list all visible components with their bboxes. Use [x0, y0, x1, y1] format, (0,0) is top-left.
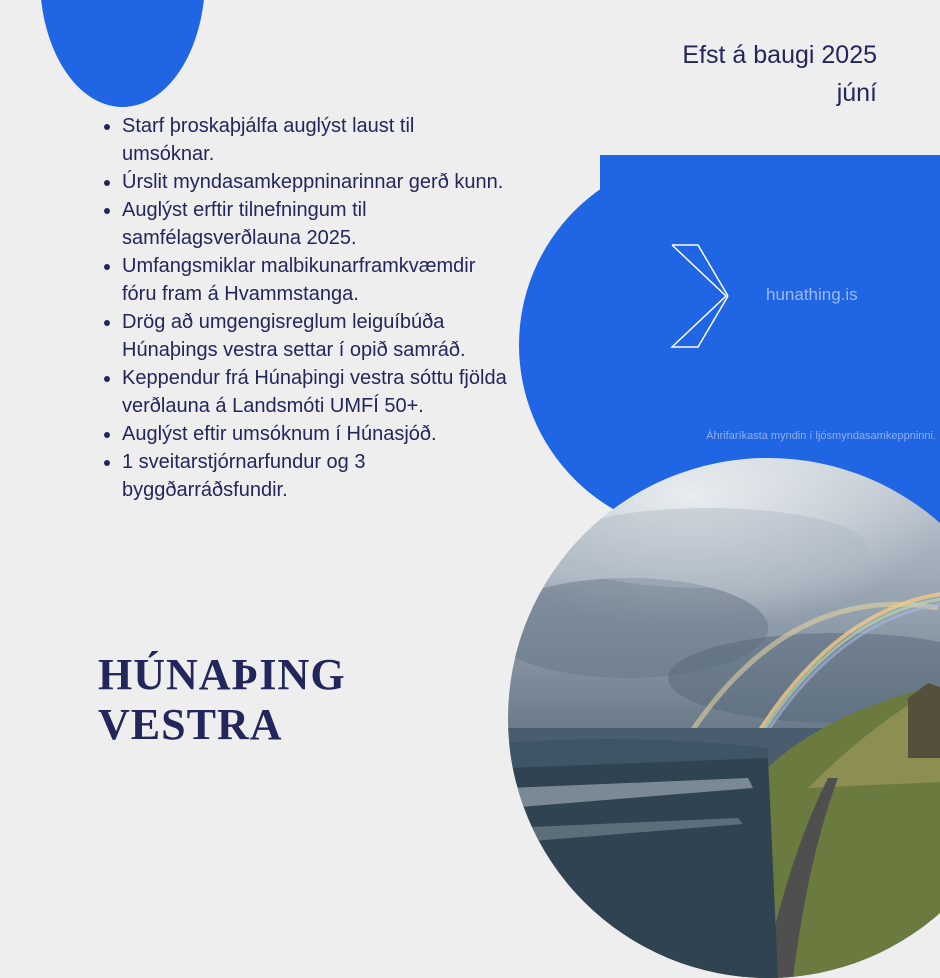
news-item: • 1 sveitarstjórnarfundur og 3 byggðarráðsfundir. — [122, 448, 512, 504]
news-item: • Auglýst eftir umsóknum í Húnasjóð. — [122, 420, 512, 448]
issue-month: júní — [836, 79, 877, 107]
municipality-logo — [98, 650, 346, 750]
website-link[interactable]: hunathing.is — [766, 285, 858, 304]
logo-line-2: VESTRA — [98, 700, 283, 749]
rainbow-landscape-photo — [508, 458, 940, 978]
news-item: • Úrslit myndasamkeppninarinnar gerð kunn. — [122, 168, 512, 196]
issue-date — [682, 36, 877, 112]
news-list — [98, 112, 512, 504]
news-item: • Umfangsmiklar malbikunarframkvæmdir fóru fram á Hvammstanga. — [122, 252, 512, 308]
logo-line-1: HÚNAÞING — [98, 650, 346, 699]
issue-title: Efst á baugi 2025 — [682, 41, 877, 69]
news-item: • Auglýst erftir tilnefningum til samfélagsverðlauna 2025. — [122, 196, 512, 252]
news-item: • Starf þroskaþjálfa auglýst laust til umsóknar. — [122, 112, 512, 168]
chevron-right-icon — [668, 243, 732, 349]
news-item: • Keppendur frá Húnaþingi vestra sóttu fjölda verðlauna á Landsmóti UMFÍ 50+. — [122, 364, 512, 420]
decorative-blob-top — [40, 0, 205, 107]
news-item: • Drög að umgengisreglum leiguíbúða Húnaþings vestra settar í opið samráð. — [122, 308, 512, 364]
blue-panel-corner — [600, 155, 940, 255]
photo-caption: Áhrifaríkasta myndin í ljósmyndasamkeppninni. — [706, 430, 936, 442]
